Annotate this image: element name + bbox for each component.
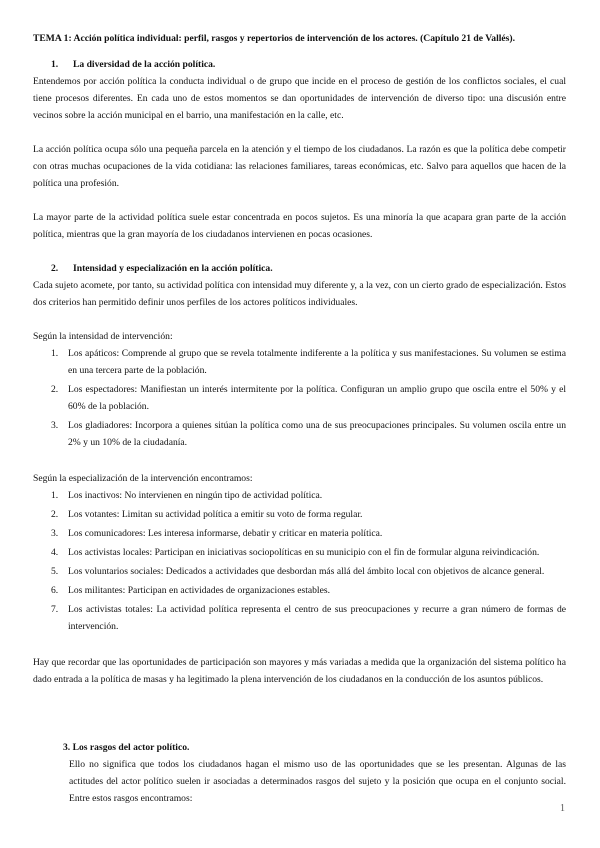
list-item: 1. Los apáticos: Comprende al grupo que se revela totalmente indiferente a la política y sus manifestaciones. Su volumen se estima en una tercera parte de la población. [51,348,566,376]
section-1-paragraph-3: La mayor parte de la actividad política suele estar concentrada en pocos sujetos. Es una minoría la que acapara gran parte de la acción política, mientras que la gran mayoría de los ciudadanos intervienen en pocas ocasiones. [33,212,566,240]
section-2-title: Intensidad y especialización en la acción política. [73,263,273,274]
list-item: 1. Los inactivos: No intervienen en ningún tipo de actividad política. [51,490,323,501]
section-1-heading [33,56,566,73]
section-1-title: La diversidad de la acción política. [73,59,216,70]
list-item: 7. Los activistas totales: La actividad política representa el centro de sus preocupaciones y recurre a gran número de formas de intervención. [51,604,566,632]
document-title: TEMA 1: Acción política individual: perfil, rasgos y repertorios de intervención de los actores. (Capítulo 21 de Vallés). [33,33,515,44]
list-item: 3. Los gladiadores: Incorpora a quienes sitúan la política como una de sus preocupaciones principales. Su volumen oscila entre un 2% y un 10% de la ciudadanía. [51,420,566,448]
section-3-paragraph-1: Ello no significa que todos los ciudadanos hagan el mismo uso de las oportunidades que se les presentan. Algunas de las actitudes del actor político suelen ir asociadas a determinados rasgos del sujeto y la posición que ocupa en el conjunto social. Entre estos rasgos encontramos: [69,759,566,804]
list-item: 4. Los activistas locales: Participan en iniciativas sociopolíticas en su municipio con el fin de formular alguna reivindicación. [51,547,540,558]
list-item: 2. Los espectadores: Manifiestan un interés intermitente por la política. Configuran un amplio grupo que oscila entre el 50% y el 60% de la población. [51,384,566,412]
section-2-heading [33,260,566,277]
list-item: 2. Los votantes: Limitan su actividad política a emitir su voto de forma regular. [51,509,363,520]
section-2-closing: Hay que recordar que las oportunidades de participación son mayores y más variadas a medida que la organización del sistema político ha dado entrada a la política de masas y ha legitimado la plena intervención de los ciudadanos en la conducción de los asuntos públicos. [33,657,566,685]
list-item: 6. Los militantes: Participan en actividades de organizaciones estables. [51,585,330,596]
section-2-number: 2. [51,263,59,274]
intensity-list [33,345,566,451]
section-3-heading: 3. Los rasgos del actor político. [63,742,190,753]
list-item: 3. Los comunicadores: Les interesa informarse, debatir y criticar en materia política. [51,528,383,539]
section-1-paragraph-2: La acción política ocupa sólo una pequeña parcela en la atención y el tiempo de los ciudadanos. La razón es que la política debe competir con otras muchas ocupaciones de la vida cotidiana: las relaciones familiares, tareas económicas, etc. Salvo para aquellos que hacen de la política una profesión. [33,144,566,189]
section-1-number: 1. [51,59,59,70]
specialization-intro: Según la especialización de la intervención encontramos: [33,473,253,484]
intensity-intro: Según la intensidad de intervención: [33,331,173,342]
section-2-paragraph-1: Cada sujeto acomete, por tanto, su actividad política con intensidad muy diferente y, a la vez, con un cierto grado de especialización. Estos dos criterios han permitido definir unos perfiles de los actores políticos individuales. [33,280,566,308]
list-item: 5. Los voluntarios sociales: Dedicados a actividades que desbordan más allá del ámbito local con objetivos de alcance general. [51,566,545,577]
page-number: 1 [560,803,565,814]
document-page [33,30,566,807]
section-1-paragraph-1: Entendemos por acción política la conducta individual o de grupo que incide en el proceso de gestión de los conflictos sociales, el cual tiene procesos diferentes. En cada uno de estos momentos se dan oportunidades de intervención de diverso tipo: una discusión entre vecinos sobre la acción municipal en el barrio, una manifestación en la calle, etc. [33,76,566,121]
specialization-list [33,487,566,635]
